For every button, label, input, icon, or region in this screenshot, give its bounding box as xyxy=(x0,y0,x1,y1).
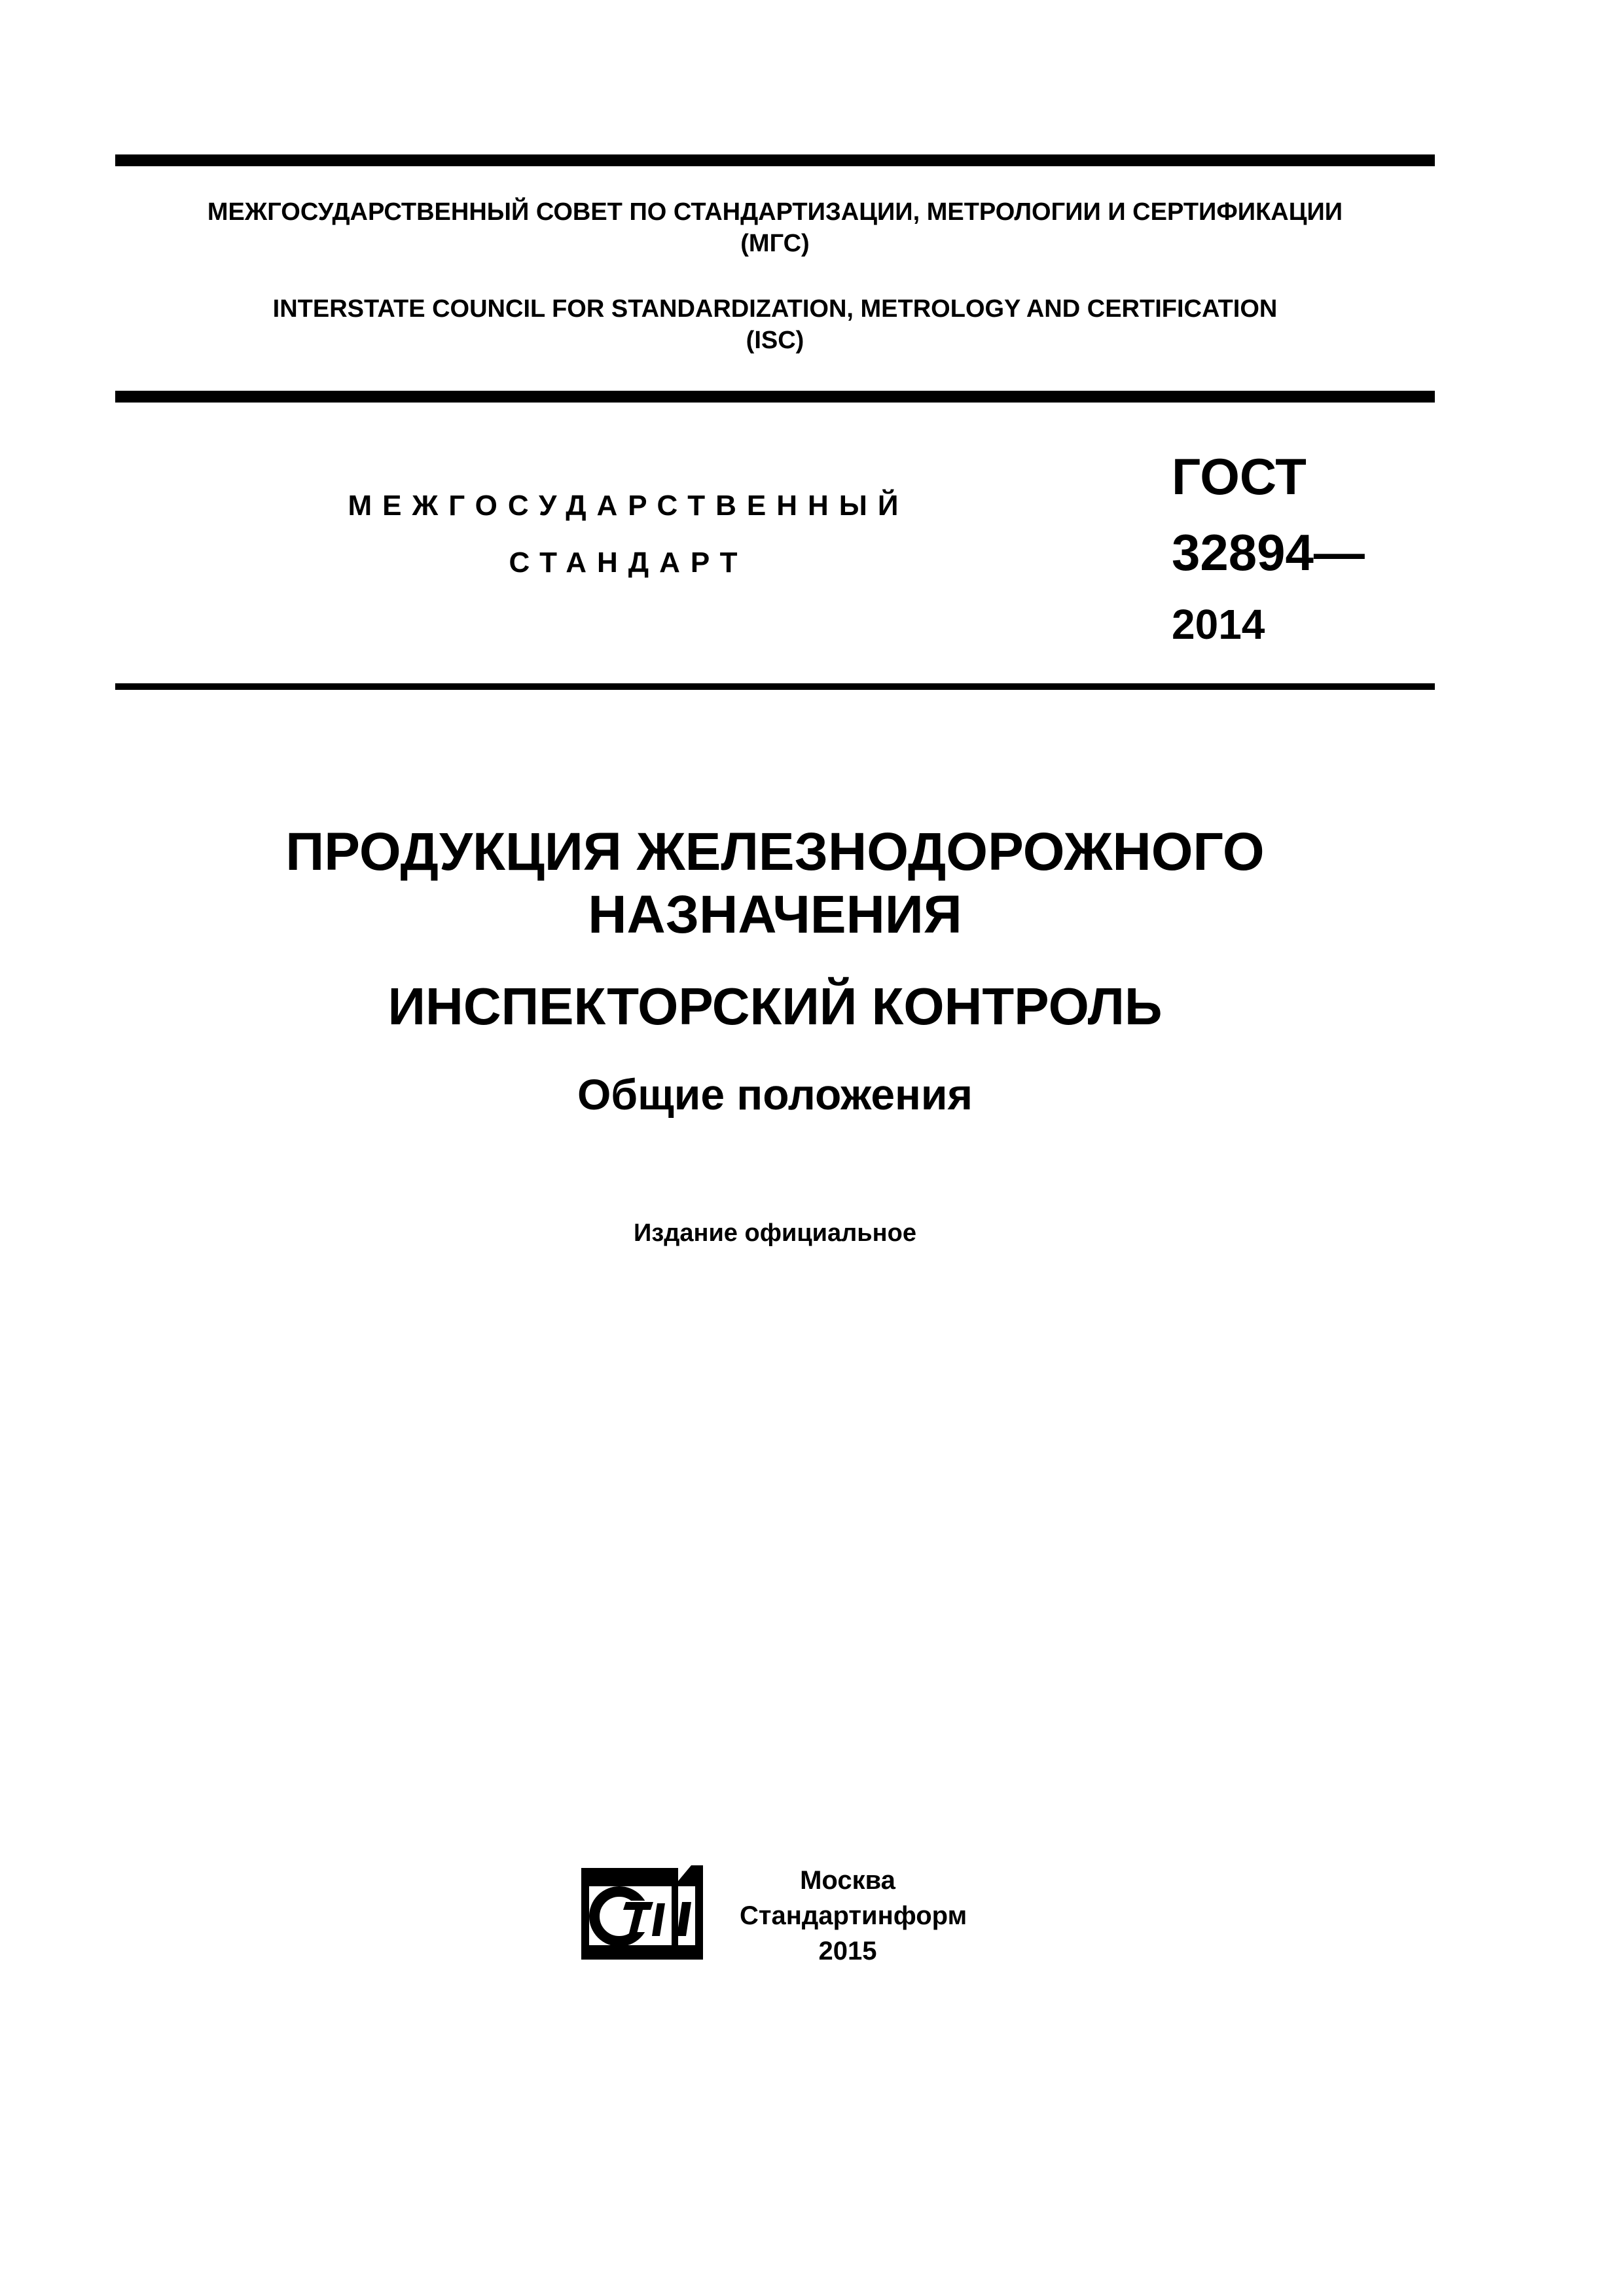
document-title-line2: НАЗНАЧЕНИЯ xyxy=(588,885,962,944)
council-en-name: INTERSTATE COUNCIL FOR STANDARDIZATION, METROLOGY AND CERTIFICATION xyxy=(272,295,1278,323)
middle-rule xyxy=(115,391,1435,403)
council-ru xyxy=(115,196,1435,259)
council-ru-abbr: (МГС) xyxy=(740,230,810,257)
top-rule xyxy=(115,154,1435,166)
gost-prefix: ГОСТ xyxy=(1172,448,1307,505)
standard-type-line1: МЕЖГОСУДАРСТВЕННЫЙ xyxy=(348,490,909,522)
document-title-line1: ПРОДУКЦИЯ ЖЕЛЕЗНОДОРОЖНОГО xyxy=(285,822,1265,882)
gost-year: 2014 xyxy=(1172,601,1265,648)
gost-number: 32894— xyxy=(1172,524,1365,581)
council-en-abbr: (ISC) xyxy=(746,327,804,354)
council-ru-name: МЕЖГОСУДАРСТВЕННЫЙ СОВЕТ ПО СТАНДАРТИЗАЦИИ, МЕТРОЛОГИИ И СЕРТИФИКАЦИИ xyxy=(207,198,1343,226)
header-bottom-rule xyxy=(115,683,1435,690)
publisher-city: Москва xyxy=(800,1866,895,1895)
standard-type-line2: СТАНДАРТ xyxy=(509,547,748,579)
edition-label: Издание официальное xyxy=(634,1219,916,1247)
publication-year: 2015 xyxy=(818,1937,877,1965)
council-en xyxy=(115,293,1435,356)
publisher-name: Стандартинформ xyxy=(740,1901,967,1930)
document-subtitle: ИНСПЕКТОРСКИЙ КОНТРОЛЬ xyxy=(388,977,1163,1035)
standartinform-logo-icon xyxy=(580,1863,704,1961)
document-section-title: Общие положения xyxy=(577,1070,973,1119)
